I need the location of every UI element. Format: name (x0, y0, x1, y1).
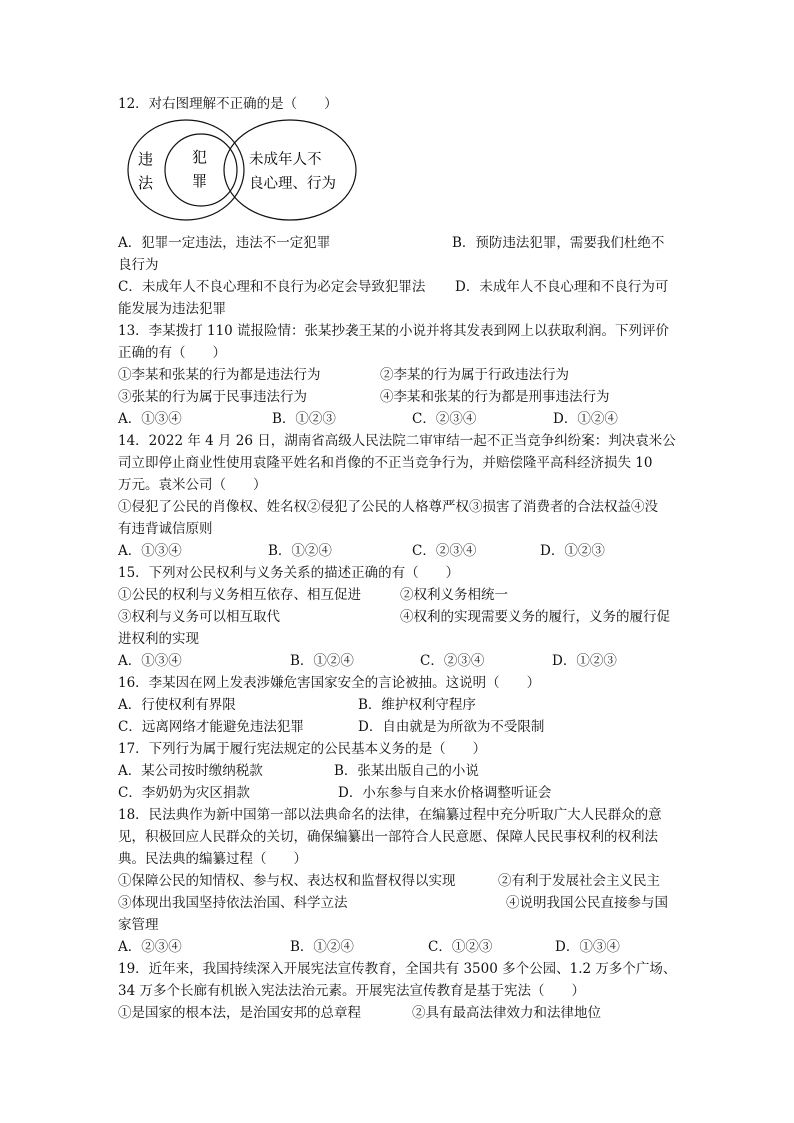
q16-stem: 16．李某因在网上发表涉嫌危害国家安全的言论被抽。这说明（ ） (118, 675, 541, 691)
q18-stem: 18．民法典作为新中国第一部以法典命名的法律，在编纂过程中充分听取广大人民群众的意 (118, 807, 662, 823)
q14-option-b: B．①②④ (268, 543, 332, 559)
q14-option-d: D．①②③ (540, 543, 605, 559)
q15-statement-4: ④权利的实现需要义务的履行，义务的履行促 (400, 609, 670, 625)
q17-stem: 17．下列行为属于履行宪法规定的公民基本义务的是（ ） (118, 741, 487, 757)
minor-label-1: 未成年人不 (249, 152, 322, 168)
q12-option-a: A．犯罪一定违法，违法不一定犯罪 (118, 235, 331, 251)
q12-option-d-cont: 能发展为违法犯罪 (118, 301, 226, 317)
q15-statement-4-cont: 进权利的实现 (118, 631, 199, 647)
q13-stem-cont: 正确的有（ ） (118, 345, 226, 361)
q17-option-a: A．某公司按时缴纳税款 (118, 763, 263, 779)
q15-option-b: B．①②④ (290, 653, 354, 669)
q18-statement-4-cont: 家管理 (118, 917, 159, 933)
q13-option-c: C．②③④ (412, 411, 477, 427)
q18-option-a: A．②③④ (118, 939, 182, 955)
q17-option-c: C．李奶奶为灾区捐款 (118, 785, 250, 801)
q14-option-c: C．②③④ (412, 543, 477, 559)
q14-statements: ①侵犯了公民的肖像权、姓名权②侵犯了公民的人格尊严权③损害了消费者的合法权益④没 (118, 499, 658, 515)
q18-statement-4: ④说明我国公民直接参与国 (506, 895, 668, 911)
q12-stem: 12．对右图理解不正确的是（ ） (118, 96, 338, 112)
q13-statement-1: ①李某和张某的行为都是违法行为 (118, 367, 321, 383)
q16-option-b: B．维护权利守程序 (358, 697, 476, 713)
q15-option-c: C．②③④ (420, 653, 485, 669)
q14-option-a: A．①③④ (118, 543, 182, 559)
q14-statements-cont: 有违背诚信原则 (118, 521, 213, 537)
q13-option-b: B．①②③ (272, 411, 336, 427)
q17-option-d: D．小东参与自来水价格调整听证会 (338, 785, 552, 801)
q19-statement-1: ①是国家的根本法，是治国安邦的总章程 (118, 1005, 361, 1021)
q14-stem-cont-2: 万元。袁米公司（ ） (118, 477, 267, 493)
q13-statement-4: ④李某和张某的行为都是刑事违法行为 (380, 389, 610, 405)
q14-stem-cont-1: 司立即停止商业性使用袁隆平姓名和肖像的不正当竞争行为，并赔偿隆平高科经济损失 10 (118, 455, 653, 471)
crime-label-1: 犯 (192, 148, 208, 166)
minor-label-2: 良心理、行为 (249, 176, 336, 192)
q18-statement-2: ②有利于发展社会主义民主 (498, 873, 660, 889)
q13-statement-3: ③张某的行为属于民事违法行为 (118, 389, 307, 405)
crime-circle (165, 134, 237, 206)
q16-option-c: C．远离网络才能避免违法犯罪 (118, 719, 304, 735)
q16-option-a: A．行使权利有界限 (118, 697, 236, 713)
q14-stem: 14．2022 年 4 月 26 日，湖南省高级人民法院二审审结一起不正当竞争纠纷案：判决袁米公 (118, 433, 676, 449)
q15-statement-2: ②权利义务相统一 (400, 587, 508, 603)
q13-option-d: D．①②④ (553, 411, 618, 427)
q18-stem-cont-2: 典。民法典的编纂过程（ ） (118, 851, 307, 867)
q12-option-b-cont: 良行为 (118, 257, 159, 273)
q18-option-d: D．①③④ (555, 939, 620, 955)
q15-statement-1: ①公民的权利与义务相互依存、相互促进 (118, 587, 361, 603)
q16-option-d: D．自由就是为所欲为不受限制 (358, 719, 545, 735)
q12-option-c: C．未成年人不良心理和不良行为必定会导致犯罪法 (118, 279, 426, 295)
venn-diagram (124, 118, 364, 228)
q15-stem: 15．下列对公民权利与义务关系的描述正确的有（ ） (118, 565, 460, 581)
q13-option-a: A．①③④ (118, 411, 182, 427)
q12-option-d: D．未成年人不良心理和不良行为可 (455, 279, 669, 295)
q13-stem: 13．李某拨打 110 谎报险情：张某抄袭王某的小说并将其发表到网上以获取利润。下列评价 (118, 323, 670, 339)
q19-statement-2: ②具有最高法律效力和法律地位 (412, 1005, 601, 1021)
q18-option-c: C．①②③ (428, 939, 493, 955)
q18-stem-cont-1: 见，积极回应人民群众的关切，确保编纂出一部符合人民意愿、保障人民民事权利的权利法 (118, 829, 658, 845)
crime-label-2: 罪 (192, 172, 208, 190)
q15-statement-3: ③权利与义务可以相互取代 (118, 609, 280, 625)
q17-option-b: B．张某出版自己的小说 (334, 763, 479, 779)
violation-label-1: 违 (138, 150, 154, 168)
q15-option-a: A．①③④ (118, 653, 182, 669)
q15-option-d: D．①②③ (552, 653, 617, 669)
q19-stem: 19．近年来，我国持续深入开展宪法宣传教育，全国共有 3500 多个公园、1.2 万多个广场、 (118, 961, 677, 977)
q12-option-b: B．预防违法犯罪，需要我们杜绝不 (452, 235, 665, 251)
q18-statement-1: ①保障公民的知情权、参与权、表达权和监督权得以实现 (118, 873, 456, 889)
violation-circle (128, 120, 244, 220)
q13-statement-2: ②李某的行为属于行政违法行为 (380, 367, 569, 383)
q18-option-b: B．①②④ (290, 939, 354, 955)
q19-stem-cont: 34 万多个长廊有机嵌入宪法法治元素。开展宪法宣传教育是基于宪法（ ） (118, 983, 585, 999)
q18-statement-3: ③体现出我国坚持依法治国、科学立法 (118, 895, 348, 911)
violation-label-2: 法 (138, 174, 154, 192)
